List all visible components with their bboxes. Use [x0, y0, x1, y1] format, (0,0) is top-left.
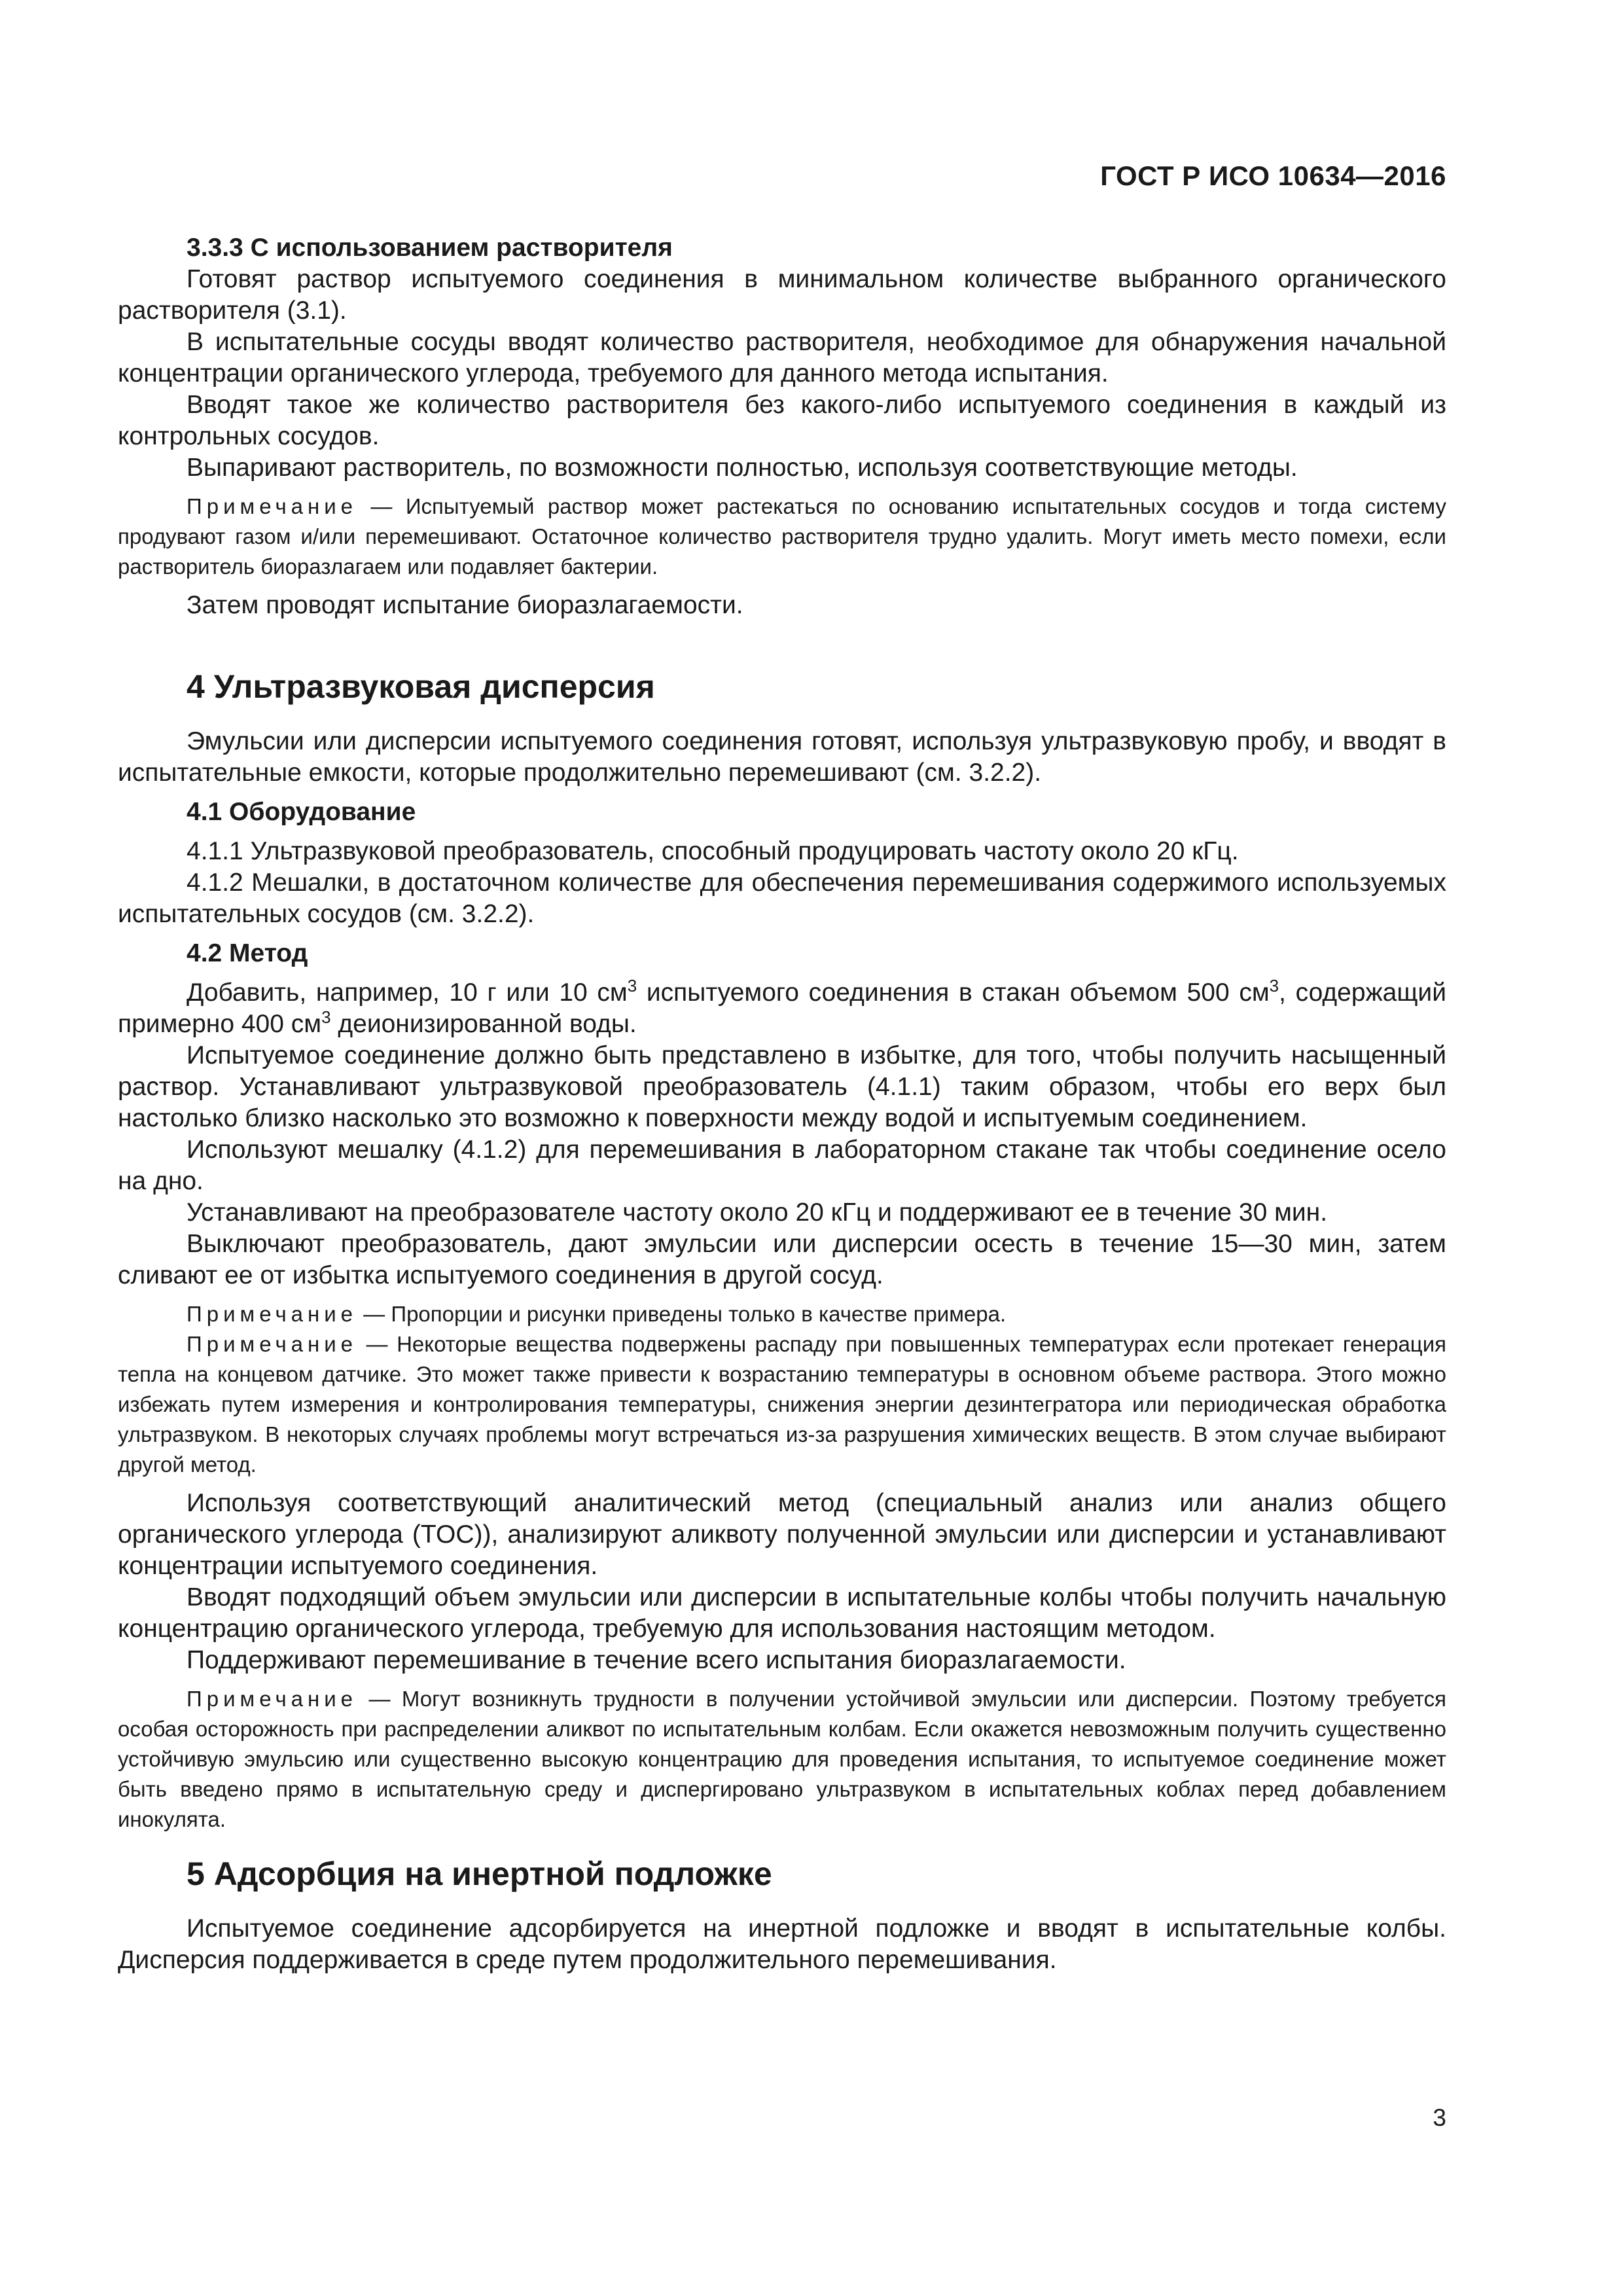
- note-text: — Могут возникнуть трудности в получении устойчивой эмульсии или дисперсии. Поэтому требуется особая осторожность при распределении аликвот по испытательным колбам. Если окажется невозможным получить существенно устойчивую эмульсию или существенно высокую концентрацию для проведения испытания, то испытуемое соединение может быть введено прямо в испытательную среду и диспергировано ультразвуком в испытательных коблах перед добавлением инокулята.: [118, 1687, 1446, 1831]
- s333-note: [118, 492, 1446, 582]
- sup-3: 3: [321, 1007, 331, 1027]
- note-label: Примечание: [187, 1687, 358, 1711]
- s42-paragraph-7: Вводят подходящий объем эмульсии или дисперсии в испытательные колбы чтобы получить начальную концентрацию органического углерода, требуемую для использования настоящим методом.: [118, 1583, 1446, 1643]
- note-text: — Некоторые вещества подвержены распаду при повышенных температурах если протекает генерация тепла на концевом датчике. Это может также привести к возрастанию температуры в основном объеме раствора. Этого можно избежать путем измерения и контролирования температуры, снижения энергии дезинтегратора или периодическая обработка ультразвуком. В некоторых случаях проблемы могут встречаться из-за разрушения химических веществ. В этом случае выбирают другой метод.: [118, 1332, 1446, 1477]
- standard-header: ГОСТ Р ИСО 10634—2016: [1100, 160, 1446, 191]
- section-4-title: 4 Ультразвуковая дисперсия: [187, 668, 655, 705]
- s42-paragraph-5: Выключают преобразователь, дают эмульсии или дисперсии осесть в течение 15—30 мин, затем сливают ее от избытка испытуемого соединения в другой сосуд.: [118, 1230, 1446, 1289]
- s333-paragraph-2: В испытательные сосуды вводят количество растворителя, необходимое для обнаружения начальной концентрации органического углерода, требуемого для данного метода испытания.: [118, 328, 1446, 387]
- m1-part-d: деионизированной воды.: [330, 1010, 637, 1038]
- note-text: — Пропорции и рисунки приведены только в качестве примера.: [357, 1302, 1007, 1326]
- m1-part-a: Добавить, например, 10 г или 10 см: [187, 978, 628, 1007]
- s4-paragraph-1: Эмульсии или дисперсии испытуемого соединения готовят, используя ультразвуковую пробу, и вводят в испытательные емкости, которые продолжительно перемешивают (см. 3.2.2).: [118, 727, 1446, 787]
- s412-paragraph: 4.1.2 Мешалки, в достаточном количестве для обеспечения перемешивания содержимого используемых испытательных сосудов (см. 3.2.2).: [118, 869, 1446, 928]
- note-label: Примечание: [187, 494, 358, 518]
- sup-3: 3: [1269, 976, 1279, 996]
- s42-note-3: [118, 1684, 1446, 1835]
- section-5-title: 5 Адсорбция на инертной подложке: [187, 1856, 772, 1892]
- m1-part-c: , содержащий примерно 400 см: [118, 978, 1446, 1038]
- s5-paragraph-1: Испытуемое соединение адсорбируется на инертной подложке и вводят в испытательные колбы. Дисперсия поддерживается в среде путем продолжительного перемешивания.: [118, 1914, 1446, 1974]
- s42-paragraph-1: [118, 977, 1446, 1040]
- note-label: Примечание: [187, 1332, 358, 1356]
- s411-paragraph: 4.1.1 Ультразвуковой преобразователь, способный продуцировать частоту около 20 кГц.: [187, 837, 1239, 865]
- s42-paragraph-6: Используя соответствующий аналитический метод (специальный анализ или анализ общего органического углерода (TOC)), анализируют аликвоту полученной эмульсии или дисперсии и устанавливают концентрации испытуемого соединения.: [118, 1489, 1446, 1580]
- section-4-1-title: 4.1 Оборудование: [187, 798, 416, 826]
- s42-paragraph-8: Поддерживают перемешивание в течение всего испытания биоразлагаемости.: [187, 1646, 1126, 1674]
- s333-paragraph-5: Затем проводят испытание биоразлагаемости.: [187, 591, 743, 619]
- note-text: — Испытуемый раствор может растекаться по основанию испытательных сосудов и тогда систему продувают газом и/или перемешивают. Остаточное количество растворителя трудно удалить. Могут иметь место помехи, если растворитель биоразлагаем или подавляет бактерии.: [118, 494, 1446, 579]
- page-content: [118, 232, 1446, 1976]
- section-4-2-title: 4.2 Метод: [187, 939, 308, 967]
- s333-paragraph-3: Вводят такое же количество растворителя без какого-либо испытуемого соединения в каждый из контрольных сосудов.: [118, 391, 1446, 450]
- m1-part-b: испытуемого соединения в стакан объемом 500 см: [637, 978, 1270, 1007]
- section-3-3-3-title: 3.3.3 С использованием растворителя: [187, 234, 673, 262]
- page-number: 3: [1433, 2104, 1446, 2131]
- sup-3: 3: [627, 976, 637, 996]
- note-label: Примечание: [187, 1302, 358, 1326]
- s333-paragraph-4: Выпаривают растворитель, по возможности полностью, используя соответствующие методы.: [187, 454, 1298, 482]
- s42-note-1: [118, 1299, 1446, 1329]
- s42-note-2: [118, 1329, 1446, 1480]
- s333-paragraph-1: Готовят раствор испытуемого соединения в минимальном количестве выбранного органического растворителя (3.1).: [118, 265, 1446, 325]
- s42-paragraph-4: Устанавливают на преобразователе частоту около 20 кГц и поддерживают ее в течение 30 мин.: [187, 1198, 1328, 1227]
- s42-paragraph-3: Используют мешалку (4.1.2) для перемешивания в лабораторном стакане так чтобы соединение осело на дно.: [118, 1136, 1446, 1195]
- s42-paragraph-2: Испытуемое соединение должно быть представлено в избытке, для того, чтобы получить насыщенный раствор. Устанавливают ультразвуковой преобразователь (4.1.1) таким образом, чтобы его верх был настолько близко насколько это возможно к поверхности между водой и испытуемым соединением.: [118, 1041, 1446, 1132]
